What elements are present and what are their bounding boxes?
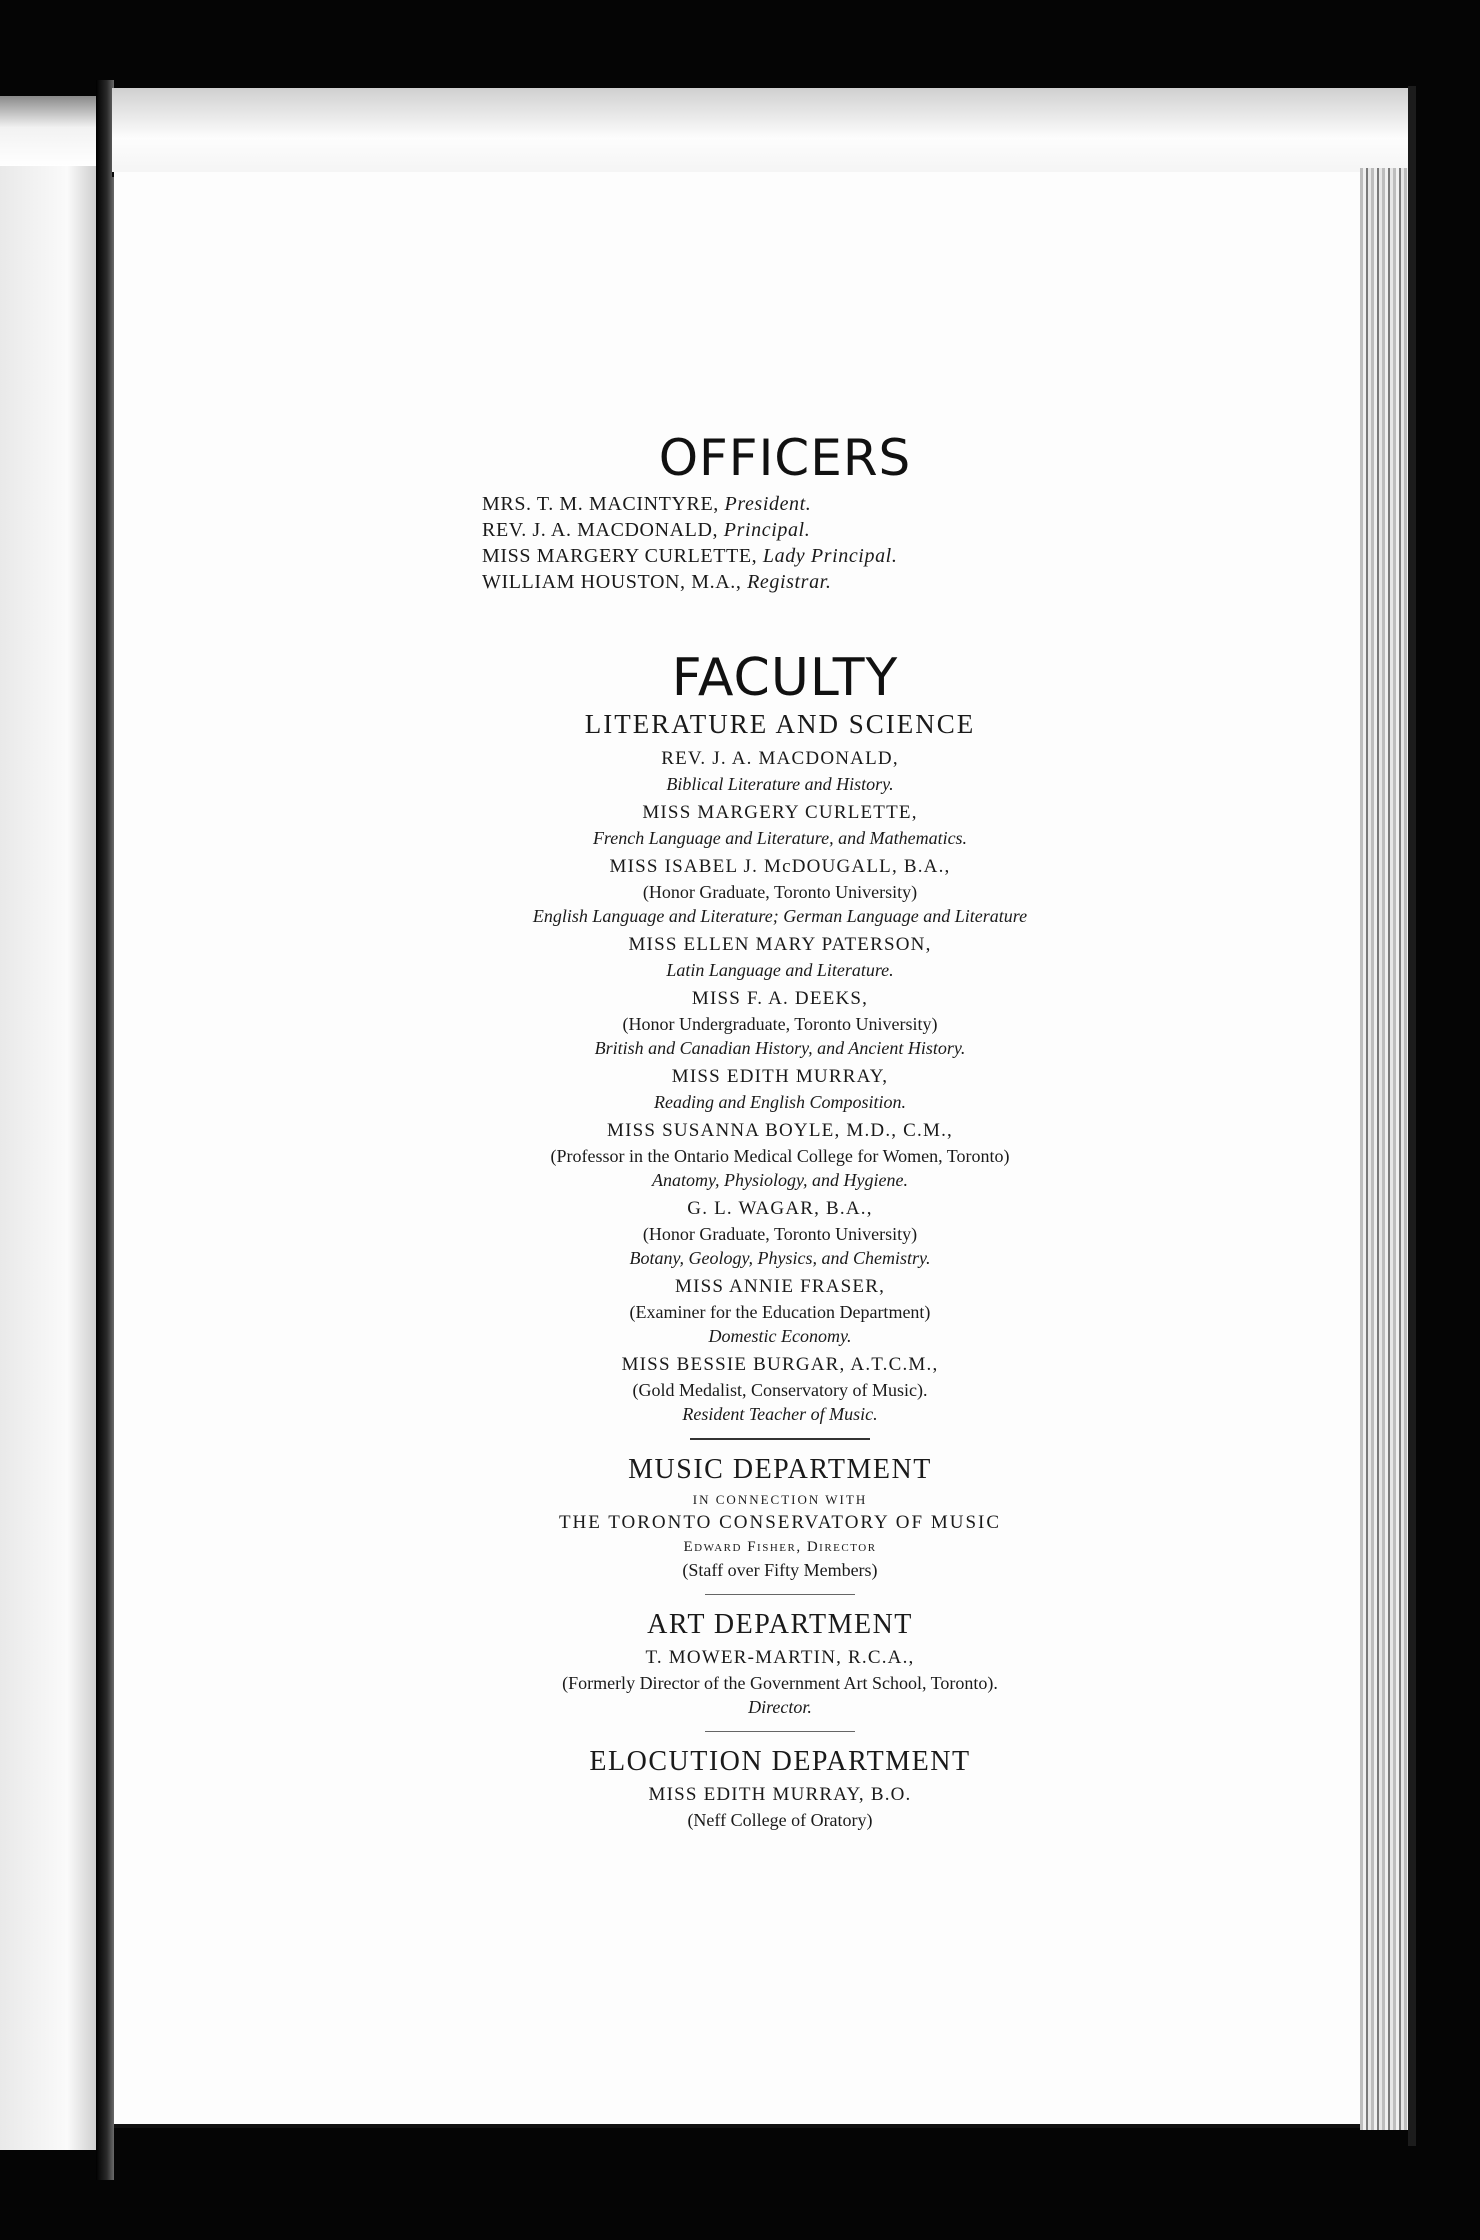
left-page-curl (0, 96, 110, 166)
faculty-entry (280, 1274, 1280, 1348)
music-director: Edward Fisher, Director (683, 1539, 877, 1556)
faculty-name: REV. J. A. MACDONALD, (661, 748, 899, 770)
faculty-subjects: Reading and English Composition. (654, 1092, 906, 1113)
elocution-teacher-name: MISS EDITH MURRAY, B.O. (648, 1784, 912, 1806)
book-gutter (96, 80, 114, 2180)
faculty-name: MISS MARGERY CURLETTE, (642, 802, 918, 824)
faculty-subjects: French Language and Literature, and Mathematics. (592, 828, 968, 849)
officer-role: President. (724, 492, 812, 515)
faculty-subjects: British and Canadian History, and Ancient History. (594, 1038, 966, 1059)
officer-line (482, 569, 1280, 595)
faculty-name: MISS ELLEN MARY PATERSON, (628, 934, 932, 956)
left-page-edge (0, 100, 96, 2150)
faculty-subjects: Resident Teacher of Music. (682, 1404, 878, 1425)
art-director-role: Director. (748, 1697, 812, 1718)
faculty-entry (280, 746, 1280, 796)
officer-name: MISS MARGERY CURLETTE, (482, 544, 758, 567)
faculty-entry (280, 1352, 1280, 1426)
faculty-name: G. L. WAGAR, B.A., (687, 1198, 873, 1220)
faculty-entry (280, 800, 1280, 850)
faculty-name: MISS F. A. DEEKS, (691, 988, 869, 1010)
faculty-entry (280, 986, 1280, 1060)
faculty-note: (Gold Medalist, Conservatory of Music). (632, 1380, 928, 1401)
faculty-subjects: Botany, Geology, Physics, and Chemistry. (629, 1248, 931, 1269)
officer-role: Registrar. (747, 570, 832, 593)
faculty-subjects: Latin Language and Literature. (666, 960, 894, 981)
page-edge-shadow (1408, 86, 1416, 2146)
music-department-heading: MUSIC DEPARTMENT (628, 1454, 932, 1486)
art-department-heading: ART DEPARTMENT (647, 1609, 913, 1641)
officer-role: Lady Principal. (762, 544, 898, 567)
faculty-heading: FACULTY (671, 647, 899, 708)
spacer (280, 595, 1280, 651)
officer-line (482, 517, 1280, 543)
faculty-name: MISS ANNIE FRASER, (674, 1276, 886, 1298)
faculty-subjects: Biblical Literature and History. (666, 774, 894, 795)
page-stack-edge (1360, 168, 1408, 2130)
faculty-note: (Honor Graduate, Toronto University) (642, 1224, 918, 1245)
faculty-note: (Honor Undergraduate, Toronto University) (622, 1014, 938, 1035)
art-director-note: (Formerly Director of the Government Art School, Toronto). (562, 1673, 998, 1694)
faculty-subjects: English Language and Literature; German Language and Literature (532, 906, 1028, 927)
officer-name: REV. J. A. MACDONALD, (482, 518, 719, 541)
officer-line (482, 543, 1280, 569)
officers-list (482, 491, 1280, 595)
officer-role: Principal. (723, 518, 811, 541)
page-content (280, 420, 1280, 1832)
music-staff-note: (Staff over Fifty Members) (682, 1560, 878, 1581)
officer-line (482, 491, 1280, 517)
officers-heading: OFFICERS (658, 429, 912, 487)
faculty-note: (Honor Graduate, Toronto University) (642, 882, 918, 903)
elocution-department-heading: ELOCUTION DEPARTMENT (589, 1746, 971, 1778)
faculty-name: MISS BESSIE BURGAR, A.T.C.M., (621, 1354, 939, 1376)
faculty-subjects: Anatomy, Physiology, and Hygiene. (652, 1170, 908, 1191)
faculty-entry (280, 1064, 1280, 1114)
elocution-teacher-note: (Neff College of Oratory) (687, 1810, 873, 1831)
section-divider (705, 1731, 855, 1732)
faculty-entry (280, 1196, 1280, 1270)
faculty-note: (Examiner for the Education Department) (629, 1302, 931, 1323)
faculty-name: MISS EDITH MURRAY, (671, 1066, 889, 1088)
music-conservatory: THE TORONTO CONSERVATORY OF MUSIC (558, 1512, 1002, 1534)
faculty-name: MISS SUSANNA BOYLE, M.D., C.M., (606, 1120, 953, 1142)
faculty-name: MISS ISABEL J. McDOUGALL, B.A., (609, 856, 951, 878)
faculty-note: (Professor in the Ontario Medical College for Women, Toronto) (550, 1146, 1010, 1167)
faculty-entry (280, 854, 1280, 928)
section-divider (705, 1594, 855, 1595)
faculty-entry (280, 932, 1280, 982)
faculty-section-heading: LITERATURE AND SCIENCE (584, 709, 976, 740)
faculty-subjects: Domestic Economy. (708, 1326, 852, 1347)
section-divider (690, 1438, 870, 1440)
officer-name: MRS. T. M. MACINTYRE, (482, 492, 719, 515)
art-director-name: T. MOWER-MARTIN, R.C.A., (645, 1647, 915, 1669)
music-connection-label: IN CONNECTION WITH (692, 1492, 868, 1508)
faculty-entry (280, 1118, 1280, 1192)
page-top-curl (112, 88, 1408, 177)
officer-name: WILLIAM HOUSTON, M.A., (482, 570, 742, 593)
